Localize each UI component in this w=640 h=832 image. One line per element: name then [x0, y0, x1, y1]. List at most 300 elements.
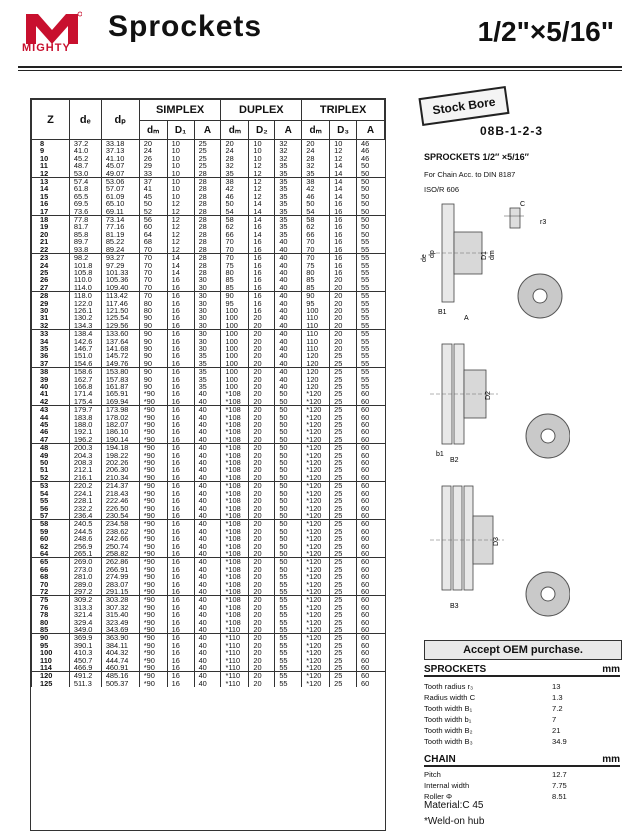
- table-cell: 35: [275, 170, 302, 178]
- table-cell: *108: [221, 604, 249, 611]
- table-cell: *108: [221, 428, 249, 435]
- table-cell: 89.24: [101, 246, 139, 254]
- table-cell: 16: [167, 680, 194, 687]
- table-cell: 60: [357, 452, 385, 459]
- dim-d2: D2: [485, 391, 492, 400]
- table-cell: 60: [357, 520, 385, 528]
- table-cell: *120: [302, 490, 330, 497]
- cell-z: 41: [32, 390, 70, 397]
- table-cell: 25: [330, 634, 357, 642]
- table-cell: 40: [194, 535, 221, 542]
- table-cell: 25: [330, 626, 357, 634]
- table-cell: 60: [357, 474, 385, 482]
- table-cell: 24: [302, 147, 330, 154]
- spec-value: 1.3: [552, 693, 563, 702]
- table-cell: 309.2: [69, 596, 101, 604]
- table-cell: *120: [302, 680, 330, 687]
- cell-z: 46: [32, 428, 70, 435]
- cell-z: 39: [32, 376, 70, 383]
- table-cell: 20: [249, 657, 275, 664]
- table-cell: 40: [194, 680, 221, 687]
- table-cell: 165.91: [101, 390, 139, 397]
- table-cell: 49.07: [101, 170, 139, 178]
- table-cell: 121.50: [101, 307, 139, 314]
- cell-z: 60: [32, 535, 70, 542]
- table-cell: 129.56: [101, 322, 139, 330]
- table-cell: 269.0: [69, 558, 101, 566]
- table-cell: *90: [139, 604, 167, 611]
- table-cell: *120: [302, 497, 330, 504]
- table-cell: 90: [139, 322, 167, 330]
- table-cell: 55: [357, 314, 385, 321]
- table-cell: 55: [275, 626, 302, 634]
- table-cell: 250.74: [101, 543, 139, 550]
- table-cell: 35: [275, 178, 302, 186]
- table-cell: 62: [302, 223, 330, 230]
- table-cell: 50: [357, 185, 385, 192]
- table-cell: 95: [221, 300, 249, 307]
- table-cell: 175.4: [69, 398, 101, 406]
- table-cell: *108: [221, 512, 249, 520]
- table-cell: 50: [275, 436, 302, 444]
- table-cell: 25: [330, 436, 357, 444]
- table-cell: 162.7: [69, 376, 101, 383]
- table-cell: 25: [330, 520, 357, 528]
- product-code: 08B-1-2-3: [480, 124, 544, 138]
- table-cell: 12: [167, 208, 194, 216]
- table-cell: 230.54: [101, 512, 139, 520]
- table-cell: 35: [275, 208, 302, 216]
- table-cell: 25: [330, 466, 357, 473]
- table-cell: 20: [249, 368, 275, 376]
- table-cell: 50: [275, 505, 302, 512]
- table-cell: 50: [275, 528, 302, 535]
- table-cell: 90: [139, 314, 167, 321]
- stock-bore-badge: Stock Bore: [418, 86, 509, 126]
- table-cell: 16: [167, 482, 194, 490]
- table-cell: 120: [302, 360, 330, 368]
- spec-label: Internal width: [424, 781, 470, 790]
- table-cell: 80: [139, 307, 167, 314]
- simplex-drawing: [420, 196, 570, 324]
- table-cell: 35: [275, 193, 302, 200]
- table-cell: 28: [194, 178, 221, 186]
- table-cell: 25: [330, 368, 357, 376]
- cell-z: 44: [32, 414, 70, 421]
- size-title: 1/2"×5/16": [477, 16, 614, 47]
- table-cell: 25: [330, 528, 357, 535]
- table-cell: *90: [139, 642, 167, 649]
- table-cell: 410.3: [69, 649, 101, 656]
- table-cell: 20: [249, 604, 275, 611]
- table-cell: 40: [194, 604, 221, 611]
- table-cell: 20: [249, 550, 275, 558]
- table-cell: 55: [275, 649, 302, 656]
- table-cell: 30: [194, 322, 221, 330]
- table-cell: 35: [194, 360, 221, 368]
- table-cell: 16: [167, 436, 194, 444]
- triplex-drawing: [420, 480, 570, 630]
- sprockets-heading-label: SPROCKETS: [424, 664, 487, 675]
- table-cell: 450.7: [69, 657, 101, 664]
- spec-label: Pitch: [424, 770, 441, 779]
- table-cell: 25: [330, 414, 357, 421]
- table-cell: 297.2: [69, 588, 101, 596]
- cell-z: 26: [32, 276, 70, 283]
- table-cell: *90: [139, 436, 167, 444]
- table-cell: *108: [221, 558, 249, 566]
- table-cell: 55: [275, 573, 302, 580]
- table-cell: 55: [357, 345, 385, 352]
- table-cell: 10: [330, 140, 357, 148]
- table-cell: 48.7: [69, 162, 101, 169]
- table-cell: 55: [357, 322, 385, 330]
- table-cell: 40: [194, 634, 221, 642]
- sprocket-table: [31, 99, 385, 687]
- table-cell: 50: [275, 482, 302, 490]
- table-cell: 16: [249, 246, 275, 254]
- table-cell: *120: [302, 398, 330, 406]
- table-cell: 16: [167, 634, 194, 642]
- table-cell: 28: [194, 216, 221, 224]
- table-cell: 40: [275, 300, 302, 307]
- dim-b2: B2: [450, 457, 459, 464]
- table-cell: 60: [357, 512, 385, 520]
- table-cell: *120: [302, 573, 330, 580]
- table-cell: 62: [221, 223, 249, 230]
- cell-z: 40: [32, 383, 70, 390]
- table-cell: 125.54: [101, 314, 139, 321]
- table-cell: 55: [357, 352, 385, 359]
- spec-value: 13: [552, 682, 561, 691]
- table-cell: 45.2: [69, 155, 101, 162]
- table-cell: 25: [330, 642, 357, 649]
- table-cell: 25: [330, 611, 357, 618]
- table-cell: 58: [221, 216, 249, 224]
- table-cell: 55: [357, 269, 385, 276]
- table-cell: 16: [167, 338, 194, 345]
- col-simplex-a: A: [194, 121, 221, 140]
- table-cell: 200.3: [69, 444, 101, 452]
- cell-z: 57: [32, 512, 70, 520]
- table-cell: 40: [275, 307, 302, 314]
- cell-z: 19: [32, 223, 70, 230]
- table-cell: 20: [249, 459, 275, 466]
- table-cell: 55: [357, 360, 385, 368]
- cell-z: 10: [32, 155, 70, 162]
- table-cell: 20: [330, 338, 357, 345]
- cell-z: 31: [32, 314, 70, 321]
- table-cell: *108: [221, 528, 249, 535]
- table-cell: 113.42: [101, 292, 139, 300]
- table-cell: 100: [221, 307, 249, 314]
- table-cell: *108: [221, 466, 249, 473]
- dim-b3: B3: [450, 603, 459, 610]
- table-cell: 262.86: [101, 558, 139, 566]
- table-cell: 70: [139, 254, 167, 262]
- table-cell: 45.07: [101, 162, 139, 169]
- table-cell: 55: [275, 581, 302, 588]
- table-cell: *108: [221, 550, 249, 558]
- table-cell: 50: [275, 520, 302, 528]
- table-cell: 60: [357, 398, 385, 406]
- group-triplex: TRIPLEX: [302, 100, 385, 121]
- table-cell: *108: [221, 520, 249, 528]
- table-cell: 25: [330, 383, 357, 390]
- table-cell: 12: [249, 193, 275, 200]
- table-cell: 16: [167, 284, 194, 292]
- table-cell: 234.58: [101, 520, 139, 528]
- table-cell: *90: [139, 528, 167, 535]
- table-cell: 35: [275, 223, 302, 230]
- table-cell: 20: [330, 314, 357, 321]
- table-cell: 12: [249, 162, 275, 169]
- table-cell: 70: [302, 238, 330, 245]
- table-cell: 25: [330, 588, 357, 596]
- cell-z: 49: [32, 452, 70, 459]
- table-cell: 30: [194, 314, 221, 321]
- table-cell: *120: [302, 459, 330, 466]
- cell-z: 62: [32, 543, 70, 550]
- table-cell: 41.10: [101, 155, 139, 162]
- duplex-drawing: [420, 336, 570, 466]
- cell-z: 34: [32, 338, 70, 345]
- table-cell: 50: [275, 398, 302, 406]
- table-cell: 20: [249, 664, 275, 672]
- table-cell: 60: [357, 466, 385, 473]
- cell-z: 45: [32, 421, 70, 428]
- table-cell: 20: [249, 566, 275, 573]
- material-note: Material:C 45: [424, 800, 484, 811]
- cell-z: 11: [32, 162, 70, 169]
- table-cell: 32: [221, 162, 249, 169]
- cell-z: 85: [32, 626, 70, 634]
- table-cell: 134.3: [69, 322, 101, 330]
- table-cell: 133.60: [101, 330, 139, 338]
- spec-row: [424, 682, 620, 691]
- table-cell: 20: [330, 322, 357, 330]
- table-cell: 16: [330, 208, 357, 216]
- table-cell: 20: [249, 626, 275, 634]
- table-cell: 274.99: [101, 573, 139, 580]
- table-cell: 40: [194, 490, 221, 497]
- table-cell: 50: [275, 390, 302, 397]
- table-cell: 25: [330, 680, 357, 687]
- table-cell: 40: [275, 254, 302, 262]
- table-cell: *120: [302, 672, 330, 680]
- table-cell: 33.18: [101, 140, 139, 148]
- table-cell: 35: [194, 383, 221, 390]
- table-cell: *108: [221, 566, 249, 573]
- table-cell: 10: [167, 178, 194, 186]
- table-cell: 20: [249, 520, 275, 528]
- table-cell: 25: [330, 657, 357, 664]
- table-cell: 14: [330, 178, 357, 186]
- table-cell: 80: [221, 269, 249, 276]
- table-cell: *108: [221, 505, 249, 512]
- table-cell: 16: [167, 588, 194, 596]
- table-cell: 14: [167, 254, 194, 262]
- table-cell: 50: [275, 428, 302, 435]
- table-cell: 40: [275, 338, 302, 345]
- table-cell: 28: [194, 246, 221, 254]
- brand-name: MIGHTY: [22, 42, 71, 54]
- table-cell: 25: [330, 649, 357, 656]
- table-cell: 100: [302, 307, 330, 314]
- table-cell: 25: [330, 406, 357, 414]
- table-cell: 16: [167, 390, 194, 397]
- sprockets-unit: mm: [602, 664, 620, 675]
- table-cell: 25: [194, 162, 221, 169]
- table-cell: 70: [302, 254, 330, 262]
- table-cell: 12: [167, 200, 194, 207]
- table-cell: *120: [302, 543, 330, 550]
- table-cell: 46: [357, 147, 385, 154]
- table-cell: *120: [302, 626, 330, 634]
- table-cell: 55: [357, 338, 385, 345]
- table-cell: 266.91: [101, 566, 139, 573]
- table-cell: 60: [357, 444, 385, 452]
- table-cell: 46: [357, 155, 385, 162]
- table-cell: 60: [357, 528, 385, 535]
- table-cell: 90: [139, 352, 167, 359]
- table-cell: 60: [357, 634, 385, 642]
- cell-z: 78: [32, 611, 70, 618]
- table-cell: 226.50: [101, 505, 139, 512]
- table-cell: 20: [302, 140, 330, 148]
- table-cell: 55: [275, 596, 302, 604]
- table-cell: 16: [330, 200, 357, 207]
- table-cell: 35: [221, 170, 249, 178]
- table-cell: 33: [139, 170, 167, 178]
- table-cell: 14: [249, 231, 275, 238]
- table-cell: 32: [275, 147, 302, 154]
- table-cell: 10: [167, 185, 194, 192]
- table-cell: 40: [194, 421, 221, 428]
- table-cell: 30: [194, 345, 221, 352]
- table-cell: 105.36: [101, 276, 139, 283]
- chain-heading-label: CHAIN: [424, 754, 456, 765]
- dim-r3: r3: [540, 219, 547, 226]
- table-cell: 60: [357, 588, 385, 596]
- table-cell: 20: [249, 390, 275, 397]
- table-cell: *120: [302, 619, 330, 626]
- table-cell: 20: [249, 528, 275, 535]
- table-cell: *90: [139, 535, 167, 542]
- cell-z: 33: [32, 330, 70, 338]
- table-cell: 154.6: [69, 360, 101, 368]
- sprockets-size-label: SPROCKETS 1/2″ ×5/16″: [424, 152, 529, 162]
- table-cell: 55: [275, 588, 302, 596]
- table-cell: 10: [167, 155, 194, 162]
- cell-z: 14: [32, 185, 70, 192]
- table-cell: 16: [167, 414, 194, 421]
- table-cell: 28: [194, 223, 221, 230]
- table-cell: 20: [330, 307, 357, 314]
- table-cell: 32: [302, 162, 330, 169]
- table-cell: 120: [302, 376, 330, 383]
- group-simplex: SIMPLEX: [139, 100, 221, 121]
- table-cell: 212.1: [69, 466, 101, 473]
- table-cell: 40: [194, 428, 221, 435]
- table-cell: 40: [194, 466, 221, 473]
- table-cell: 10: [249, 147, 275, 154]
- table-cell: 20: [249, 474, 275, 482]
- table-cell: 25: [330, 581, 357, 588]
- table-cell: *90: [139, 512, 167, 520]
- cell-z: 23: [32, 254, 70, 262]
- table-cell: 100: [221, 352, 249, 359]
- table-cell: 40: [275, 269, 302, 276]
- table-cell: 173.98: [101, 406, 139, 414]
- table-cell: *120: [302, 482, 330, 490]
- table-cell: 16: [167, 543, 194, 550]
- cell-z: 64: [32, 550, 70, 558]
- table-cell: 25: [194, 140, 221, 148]
- spec-row: [424, 770, 620, 779]
- table-cell: 85: [302, 284, 330, 292]
- table-cell: 25: [330, 452, 357, 459]
- table-cell: 210.34: [101, 474, 139, 482]
- table-cell: 85: [302, 276, 330, 283]
- table-cell: 20: [249, 428, 275, 435]
- table-cell: 35: [275, 231, 302, 238]
- table-cell: 20: [249, 482, 275, 490]
- table-cell: 55: [357, 238, 385, 245]
- table-cell: *108: [221, 596, 249, 604]
- table-cell: 161.87: [101, 383, 139, 390]
- table-cell: 20: [249, 398, 275, 406]
- table-cell: *108: [221, 581, 249, 588]
- table-cell: *120: [302, 657, 330, 664]
- table-cell: 70: [221, 246, 249, 254]
- cell-z: 24: [32, 262, 70, 269]
- table-cell: 228.1: [69, 497, 101, 504]
- table-cell: 20: [330, 276, 357, 283]
- chain-spec-heading: [424, 754, 620, 767]
- table-cell: 20: [330, 284, 357, 292]
- table-cell: 100: [221, 322, 249, 330]
- spec-row: [424, 693, 620, 702]
- table-cell: 50: [275, 466, 302, 473]
- table-cell: 25: [330, 573, 357, 580]
- table-cell: 45: [139, 193, 167, 200]
- table-cell: 60: [357, 482, 385, 490]
- table-cell: 12: [249, 170, 275, 178]
- table-cell: 60: [357, 543, 385, 550]
- table-cell: 40: [194, 398, 221, 406]
- table-cell: *90: [139, 550, 167, 558]
- table-cell: 60: [357, 573, 385, 580]
- cell-z: 25: [32, 269, 70, 276]
- table-cell: 60: [357, 664, 385, 672]
- table-cell: 485.16: [101, 672, 139, 680]
- table-cell: 20: [249, 558, 275, 566]
- table-cell: 20: [249, 573, 275, 580]
- table-cell: 16: [249, 223, 275, 230]
- table-cell: 41.0: [69, 147, 101, 154]
- table-cell: 25: [330, 596, 357, 604]
- cell-z: 8: [32, 140, 70, 148]
- spec-row: [424, 704, 620, 713]
- cell-z: 100: [32, 649, 70, 656]
- col-de: dₑ: [69, 100, 101, 140]
- table-cell: 98.2: [69, 254, 101, 262]
- table-cell: 30: [194, 292, 221, 300]
- table-cell: *90: [139, 444, 167, 452]
- table-cell: 460.91: [101, 664, 139, 672]
- table-cell: 12: [167, 231, 194, 238]
